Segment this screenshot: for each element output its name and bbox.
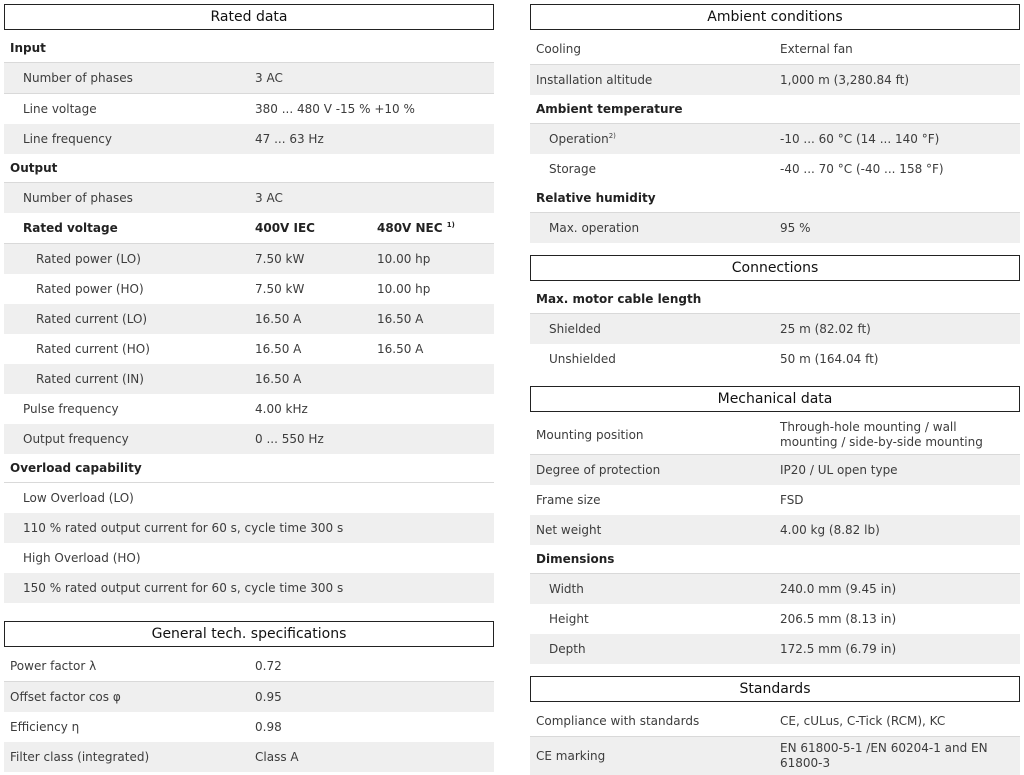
row-text: 110 % rated output current for 60 s, cycle time 300 s [23,521,344,535]
table-row [4,364,494,394]
output-heading [4,154,494,183]
table-row [4,742,494,772]
row-value: 0.98 [255,720,282,734]
table-row [530,344,1020,374]
row-label: Filter class (integrated) [10,750,150,764]
table-row [4,543,494,573]
cable-length-heading [530,285,1020,314]
table-row [4,712,494,742]
table-row [4,651,494,682]
table-row [530,34,1020,65]
row-value: 240.0 mm (9.45 in) [780,582,897,596]
row-value-iec: 16.50 A [255,372,302,386]
row-label: Installation altitude [536,73,653,87]
input-heading [4,34,494,63]
row-value-iec: 7.50 kW [255,282,305,296]
table-row [4,424,494,454]
humidity-heading [530,184,1020,213]
ambient-temp-heading-label: Ambient temperature [536,102,683,116]
table-row [530,515,1020,545]
table-row [530,455,1020,485]
row-label: Low Overload (LO) [23,491,134,505]
table-row [4,304,494,334]
table-row [530,65,1020,95]
section-gap [530,243,1020,255]
right-column [530,4,1020,775]
col-nec-label [377,221,455,235]
table-row [4,513,494,543]
row-value: 0 ... 550 Hz [255,432,324,446]
row-label: Line frequency [23,132,113,146]
row-value: 206.5 mm (8.13 in) [780,612,897,626]
ambient-conditions-header: Ambient conditions [530,4,1020,30]
row-value: 172.5 mm (6.79 in) [780,642,897,656]
row-value: -40 ... 70 °C (-40 ... 158 °F) [780,162,944,176]
row-value: CE, cULus, C-Tick (RCM), KC [780,714,946,728]
row-value: 95 % [780,221,811,235]
row-value-nec: 16.50 A [377,342,424,356]
table-row [530,314,1020,344]
ambient-temp-heading [530,95,1020,124]
table-row [4,394,494,424]
row-label [549,132,616,146]
row-value-nec: 10.00 hp [377,282,431,296]
table-row [530,124,1020,154]
input-heading-label: Input [10,41,46,55]
row-label: Rated power (LO) [36,252,141,266]
row-value: Through-hole mounting / wall mounting / side-by-side mounting [780,420,983,449]
row-label: Number of phases [23,191,133,205]
left-column [4,4,494,772]
section-gap [530,664,1020,676]
row-label: Net weight [536,523,602,537]
table-row [530,706,1020,737]
table-row [530,213,1020,243]
table-row [4,183,494,213]
overload-heading-label: Overload capability [10,461,142,475]
row-label: Degree of protection [536,463,661,477]
table-row [4,94,494,124]
row-value: 380 ... 480 V -15 % +10 % [255,102,415,116]
row-value: 0.95 [255,690,282,704]
row-label: Frame size [536,493,601,507]
row-label: Pulse frequency [23,402,119,416]
row-value: 50 m (164.04 ft) [780,352,879,366]
row-value: -10 ... 60 °C (14 ... 140 °F) [780,132,940,146]
table-row [530,604,1020,634]
general-specs-header: General tech. specifications [4,621,494,647]
table-row [530,737,1020,775]
row-value-iec: 16.50 A [255,342,302,356]
row-value: 3 AC [255,191,283,205]
overload-heading [4,454,494,483]
row-value: 0.72 [255,659,282,673]
row-value-iec: 16.50 A [255,312,302,326]
row-label: Depth [549,642,586,656]
row-value: External fan [780,42,853,56]
dimensions-heading [530,545,1020,574]
section-gap [4,603,494,621]
rated-voltage-header-row [4,213,494,244]
table-row [4,63,494,94]
row-text: 150 % rated output current for 60 s, cycle time 300 s [23,581,344,595]
table-row [4,244,494,274]
table-row [4,334,494,364]
row-label: Rated current (HO) [36,342,150,356]
table-row [4,573,494,603]
row-value: 25 m (82.02 ft) [780,322,871,336]
cable-length-heading-label: Max. motor cable length [536,292,702,306]
row-value: EN 61800-5-1 /EN 60204-1 and EN 61800-3 [780,741,988,770]
section-gap [530,374,1020,386]
dimensions-heading-label: Dimensions [536,552,615,566]
footnote-1: 1) [446,221,455,229]
row-label: Rated current (LO) [36,312,148,326]
table-row [530,485,1020,515]
row-value: 3 AC [255,71,283,85]
table-row [4,483,494,513]
row-label: Power factor λ [10,659,97,673]
col-nec-text: 480V NEC [377,221,443,235]
table-row [530,416,1020,455]
connections-header: Connections [530,255,1020,281]
row-value-nec: 10.00 hp [377,252,431,266]
standards-header: Standards [530,676,1020,702]
row-value: 4.00 kHz [255,402,308,416]
mechanical-data-header: Mechanical data [530,386,1020,412]
footnote-2: 2) [608,132,616,140]
row-label: Output frequency [23,432,129,446]
row-value: FSD [780,493,804,507]
row-label: Storage [549,162,596,176]
row-value: IP20 / UL open type [780,463,898,477]
row-label: Number of phases [23,71,133,85]
row-label: CE marking [536,749,606,763]
row-label: Rated power (HO) [36,282,144,296]
row-label: Cooling [536,42,581,56]
row-label: Compliance with standards [536,714,700,728]
rated-voltage-label: Rated voltage [23,221,118,235]
row-label: Offset factor cos φ [10,690,121,704]
humidity-heading-label: Relative humidity [536,191,656,205]
operation-label: Operation [549,132,609,146]
row-label: Unshielded [549,352,616,366]
table-row [4,274,494,304]
row-label: High Overload (HO) [23,551,141,565]
col-iec-label: 400V IEC [255,221,315,235]
table-row [4,124,494,154]
row-label: Height [549,612,589,626]
row-label: Line voltage [23,102,97,116]
row-value: Class A [255,750,299,764]
table-row [4,682,494,712]
output-heading-label: Output [10,161,58,175]
row-label: Rated current (IN) [36,372,144,386]
table-row [530,574,1020,604]
row-value: 4.00 kg (8.82 lb) [780,523,880,537]
table-row [530,634,1020,664]
row-label: Width [549,582,584,596]
rated-data-header: Rated data [4,4,494,30]
table-row [530,154,1020,184]
row-value-nec: 16.50 A [377,312,424,326]
row-value: 47 ... 63 Hz [255,132,324,146]
row-label: Efficiency η [10,720,80,734]
row-label: Max. operation [549,221,640,235]
row-value-iec: 7.50 kW [255,252,305,266]
row-label: Mounting position [536,428,644,442]
row-value: 1,000 m (3,280.84 ft) [780,73,910,87]
row-label: Shielded [549,322,601,336]
